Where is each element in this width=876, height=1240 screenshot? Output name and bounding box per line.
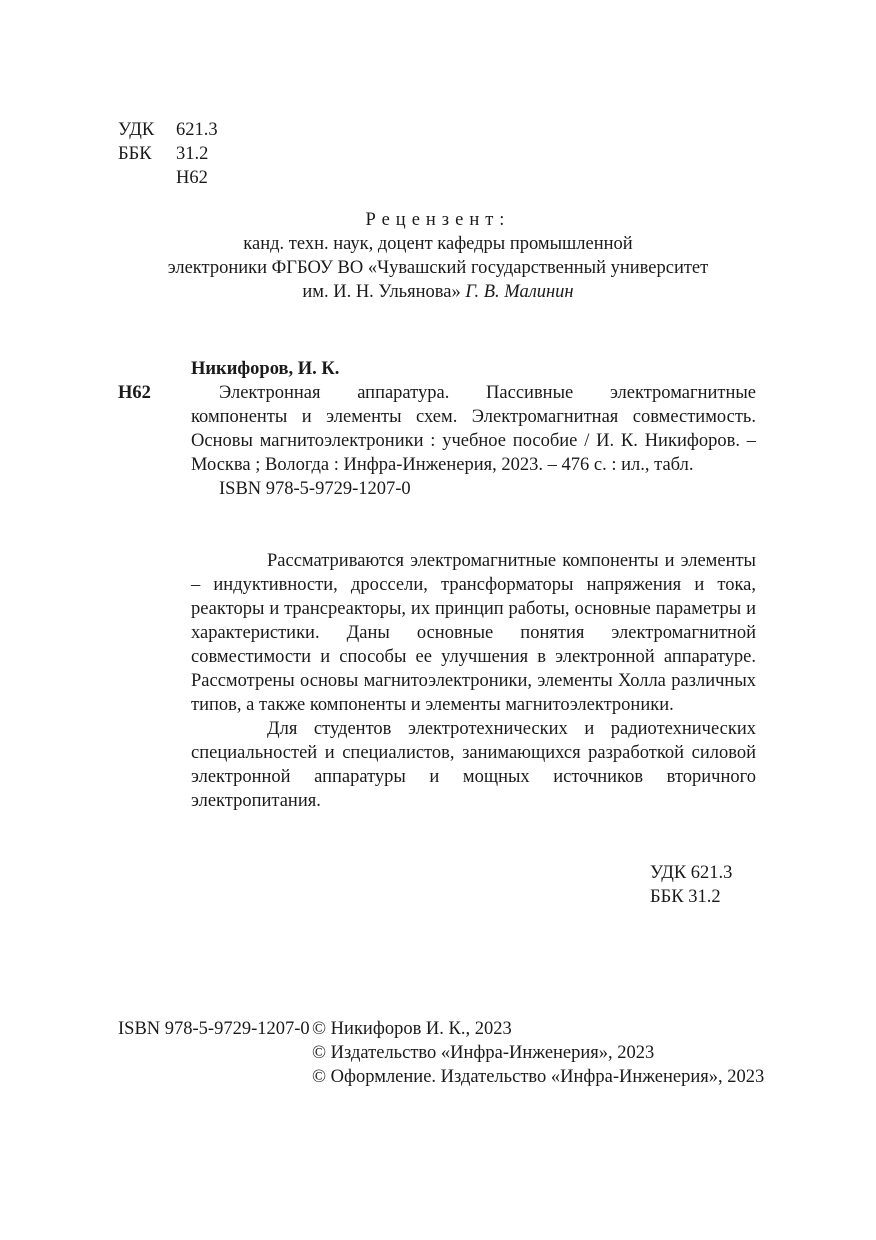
copyright-isbn: ISBN 978-5-9729-1207-0	[118, 1019, 310, 1039]
udk-bottom: УДК 621.3	[650, 863, 733, 883]
copyright-block	[118, 1017, 764, 1089]
bib-description: Электронная аппаратура. Пассивные электромагнитные компоненты и элементы схем. Электромагнитная совместимость. Основы магнитоэлектроники : учебное пособие / И. К. Никифоров. – Москва ; Вологда : Инфра-Инженерия, 2023. – 476 с. : ил., табл.	[191, 383, 756, 475]
udk-label: УДК	[118, 120, 155, 140]
copyright-row-2	[118, 1041, 764, 1065]
bbk-row	[118, 142, 218, 166]
copyright-row-3	[118, 1065, 764, 1089]
bbk-value: 31.2	[176, 144, 209, 164]
author-sign: Н62	[176, 168, 208, 188]
abstract-paragraph-1: Рассматриваются электромагнитные компоненты и элементы – индуктивности, дроссели, трансформаторы напряжения и тока, реакторы и трансреакторы, их принцип работы, основные параметры и характеристики. Даны основные понятия электромагнитной совместимости и способы ее улучшения в электронной аппаратуре. Рассмотрены основы магнитоэлектроники, элементы Холла различных типов, а также компоненты и элементы магнитоэлектроники.	[191, 551, 756, 715]
reviewer-line-2: электроники ФГБОУ ВО «Чувашский государственный университет	[167, 258, 709, 278]
bib-description-block	[191, 381, 756, 501]
abstract-paragraph-2: Для студентов электротехнических и радиотехнических специальностей и специалистов, занимающихся разработкой силовой электронной аппаратуры и мощных источников вторичного электропитания.	[191, 719, 756, 811]
copyright-author: © Никифоров И. К., 2023	[312, 1019, 512, 1039]
reviewer-line-1: канд. техн. наук, доцент кафедры промышленной	[243, 234, 633, 254]
reviewer-line-3	[118, 280, 758, 304]
reviewer-block	[118, 208, 758, 304]
classification-codes-bottom	[650, 861, 732, 909]
udk-row	[118, 118, 218, 142]
bbk-label: ББК	[118, 144, 152, 164]
copyright-publisher: © Издательство «Инфра-Инженерия», 2023	[312, 1043, 655, 1063]
copyright-row-1	[118, 1017, 764, 1041]
bib-author: Никифоров, И. К.	[191, 359, 340, 379]
udk-value: 621.3	[176, 120, 218, 140]
classification-codes	[118, 118, 218, 190]
bib-isbn: ISBN 978-5-9729-1207-0	[219, 479, 411, 499]
bbk-bottom: ББК 31.2	[650, 887, 721, 907]
abstract-block	[191, 549, 756, 813]
reviewer-heading: Рецензент:	[365, 210, 511, 230]
author-sign-row	[118, 166, 218, 190]
copyright-design: © Оформление. Издательство «Инфра-Инженерия», 2023	[312, 1067, 765, 1087]
bib-call-number: Н62	[118, 383, 151, 403]
reviewer-name: Г. В. Малинин	[465, 282, 574, 302]
reviewer-affiliation: им. И. Н. Ульянова»	[302, 282, 461, 302]
